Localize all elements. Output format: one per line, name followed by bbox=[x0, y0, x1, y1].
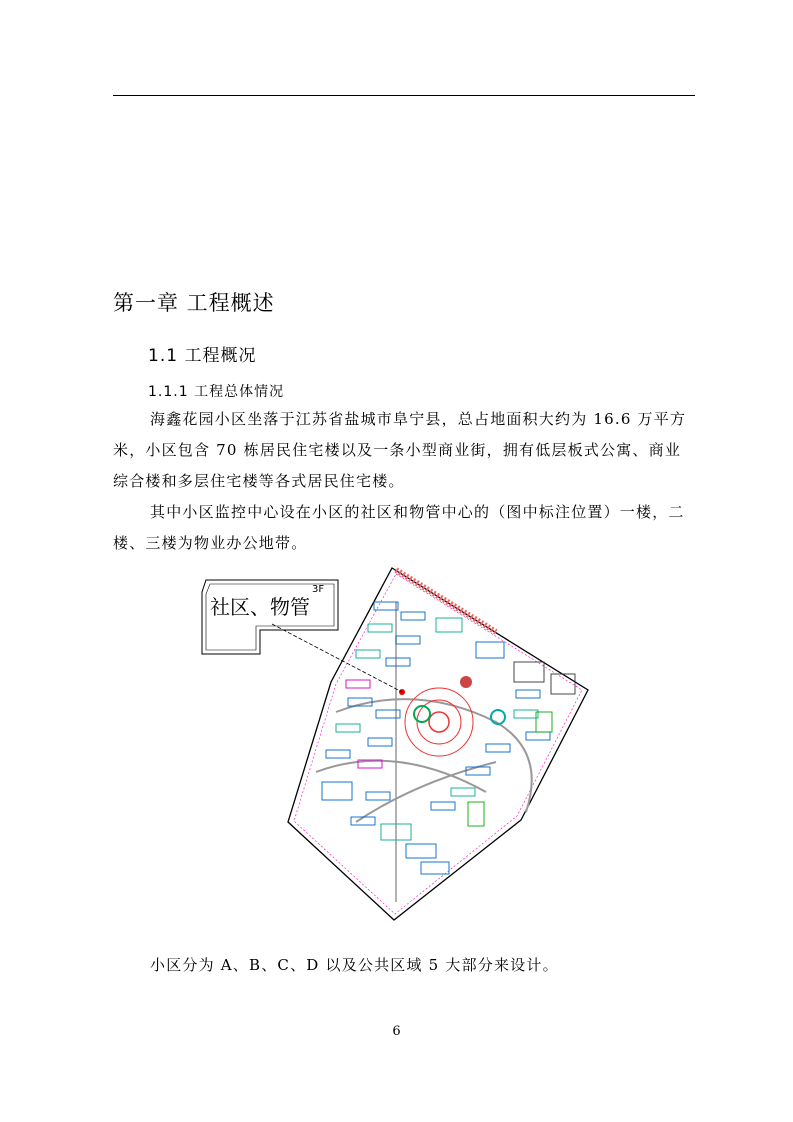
paragraph-overview: 海鑫花园小区坐落于江苏省盐城市阜宁县，总占地面积大约为 16.6 万平方米，小区包含 70 栋居民住宅楼以及一条小型商业街，拥有低层板式公寓、商业综合楼和多层住宅楼等各式居民住宅楼。 bbox=[113, 410, 687, 490]
paragraph-control-center: 其中小区监控中心设在小区的社区和物管中心的（图中标注位置）一楼，二楼、三楼为物业办公地带。 bbox=[113, 503, 685, 552]
callout-label: 社区、物管 bbox=[210, 595, 310, 619]
callout-tag: 3F bbox=[312, 584, 325, 595]
subsection-title: 1.1.1 工程总体情况 bbox=[148, 384, 285, 400]
site-plan-figure bbox=[196, 562, 608, 924]
section-title: 1.1 工程概况 bbox=[148, 346, 257, 366]
chapter-title: 第一章 工程概述 bbox=[113, 291, 275, 315]
paragraph-zones: 小区分为 A、B、C、D 以及公共区域 5 大部分来设计。 bbox=[150, 956, 559, 974]
page-number: 6 bbox=[392, 1024, 401, 1039]
header-rule bbox=[113, 95, 695, 96]
